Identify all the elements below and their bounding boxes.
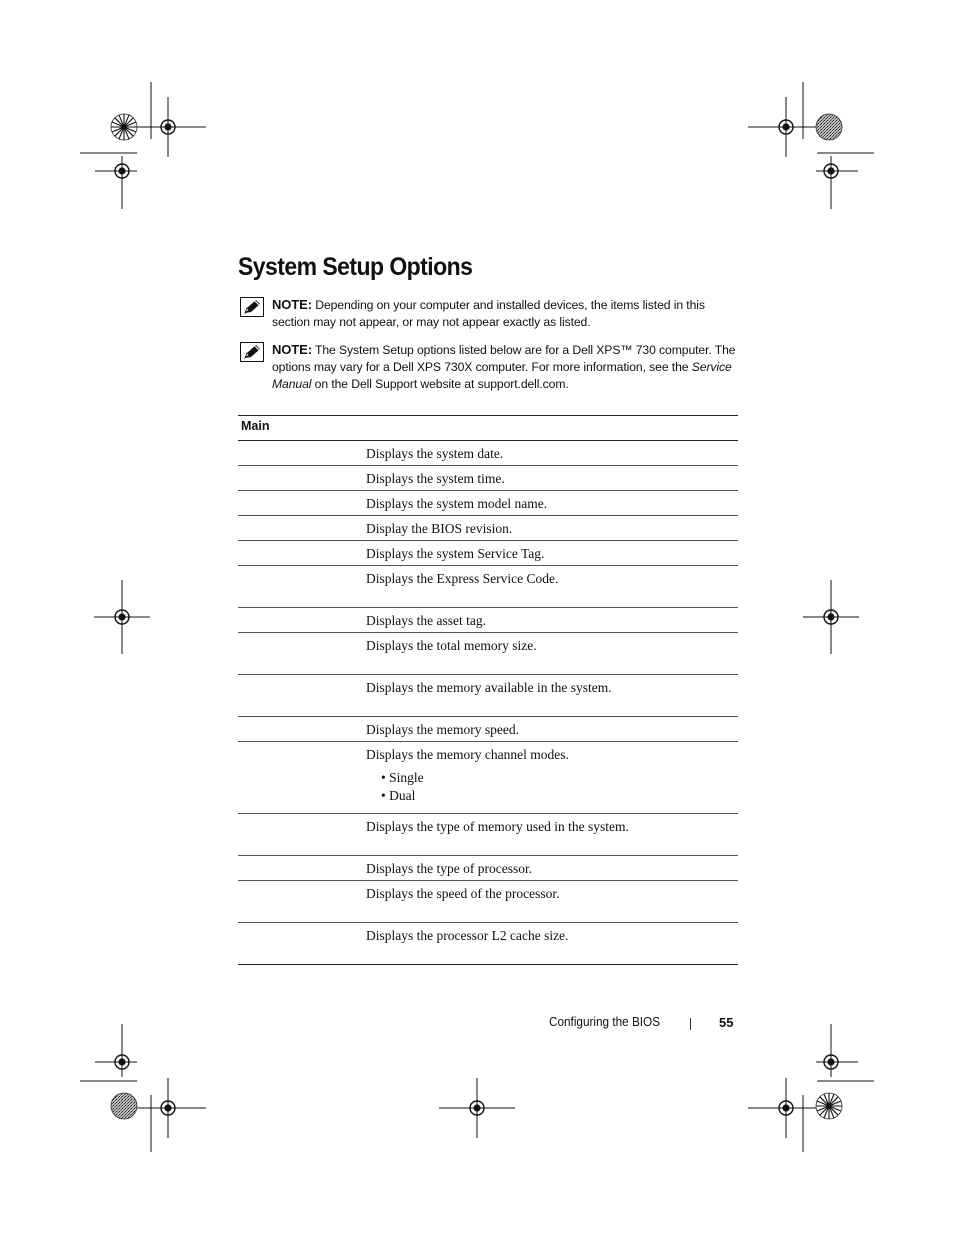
table-row xyxy=(238,856,738,881)
list-item: • Dual xyxy=(381,788,416,803)
option-name xyxy=(238,923,366,965)
option-description: Displays the system model name. xyxy=(366,491,738,516)
note-text: . xyxy=(565,377,569,391)
table-row xyxy=(238,923,738,965)
registration-mark-icon xyxy=(816,156,858,209)
table-row xyxy=(238,881,738,923)
option-description: Displays the system Service Tag. xyxy=(366,541,738,566)
starburst-target-icon xyxy=(111,114,137,140)
footer-section-title: Configuring the BIOS xyxy=(549,1015,661,1029)
table-row xyxy=(238,516,738,541)
option-name xyxy=(238,541,366,566)
table-row xyxy=(238,717,738,742)
registration-mark-icon xyxy=(816,1024,858,1077)
option-name xyxy=(238,633,366,675)
option-description: Displays the memory channel modes. xyxy=(366,747,569,762)
table-row xyxy=(238,814,738,856)
option-description: Displays the speed of the processor. xyxy=(366,881,738,923)
option-description: Display the BIOS revision. xyxy=(366,516,738,541)
note-label: NOTE: xyxy=(272,297,312,312)
option-description: Displays the processor L2 cache size. xyxy=(366,923,738,965)
option-name xyxy=(238,717,366,742)
bullet-list xyxy=(366,769,738,805)
pencil-note-icon xyxy=(240,342,264,362)
note-text: Depending on your computer and installed devices, the items listed in this section may not appear, or may not appear exactly as listed. xyxy=(272,298,705,329)
pencil-note-icon xyxy=(240,297,264,317)
registration-mark-icon xyxy=(130,97,206,157)
option-description: Displays the memory available in the system. xyxy=(366,675,738,717)
setup-options-table xyxy=(238,415,738,965)
option-description-cell xyxy=(366,742,738,814)
option-description: Displays the Express Service Code. xyxy=(366,566,738,608)
option-description: Displays the system date. xyxy=(366,441,738,466)
support-link[interactable]: support.dell.com xyxy=(477,377,566,391)
option-description: Displays the memory speed. xyxy=(366,717,738,742)
option-name xyxy=(238,814,366,856)
starburst-target-icon xyxy=(816,114,842,140)
table-row xyxy=(238,566,738,608)
option-name xyxy=(238,675,366,717)
table-row xyxy=(238,541,738,566)
note-callout xyxy=(238,296,738,331)
option-name xyxy=(238,608,366,633)
option-name xyxy=(238,881,366,923)
starburst-target-icon xyxy=(816,1093,842,1119)
registration-mark-icon xyxy=(94,580,150,654)
note-text: The System Setup options listed below are for a Dell XPS™ 730 computer. The options may vary for a Dell XPS 730X computer. For more information, see the xyxy=(272,343,736,374)
option-description: Displays the type of memory used in the system. xyxy=(366,814,738,856)
registration-mark-icon xyxy=(130,1078,206,1138)
table-row xyxy=(238,633,738,675)
table-row xyxy=(238,675,738,717)
option-name xyxy=(238,856,366,881)
option-name xyxy=(238,466,366,491)
table-row xyxy=(238,608,738,633)
list-item-text: Single xyxy=(389,770,424,785)
table-row xyxy=(238,491,738,516)
list-item: • Single xyxy=(381,770,424,785)
option-name xyxy=(238,491,366,516)
note-label: NOTE: xyxy=(272,342,312,357)
registration-mark-icon xyxy=(95,156,137,209)
option-description: Displays the system time. xyxy=(366,466,738,491)
starburst-target-icon xyxy=(111,1093,137,1119)
list-item-text: Dual xyxy=(389,788,416,803)
table-row xyxy=(238,466,738,491)
registration-mark-icon xyxy=(748,1078,824,1138)
note-emphasis: Service Manual xyxy=(272,360,732,391)
option-name xyxy=(238,441,366,466)
table-row xyxy=(238,441,738,466)
registration-mark-icon xyxy=(748,97,824,157)
table-row xyxy=(238,742,738,814)
registration-mark-icon xyxy=(803,580,859,654)
option-description: Displays the type of processor. xyxy=(366,856,738,881)
option-description: Displays the asset tag. xyxy=(366,608,738,633)
option-name xyxy=(238,566,366,608)
page-title: System Setup Options xyxy=(238,253,473,281)
option-description: Displays the total memory size. xyxy=(366,633,738,675)
registration-mark-icon xyxy=(439,1078,515,1138)
option-name xyxy=(238,742,366,814)
table-header-main: Main xyxy=(238,416,738,441)
note-text: on the Dell Support website at xyxy=(314,377,475,391)
option-name xyxy=(238,516,366,541)
page-number: 55 xyxy=(719,1015,734,1030)
registration-mark-icon xyxy=(95,1024,137,1077)
note-callout xyxy=(238,341,738,393)
footer-divider xyxy=(690,1018,691,1030)
